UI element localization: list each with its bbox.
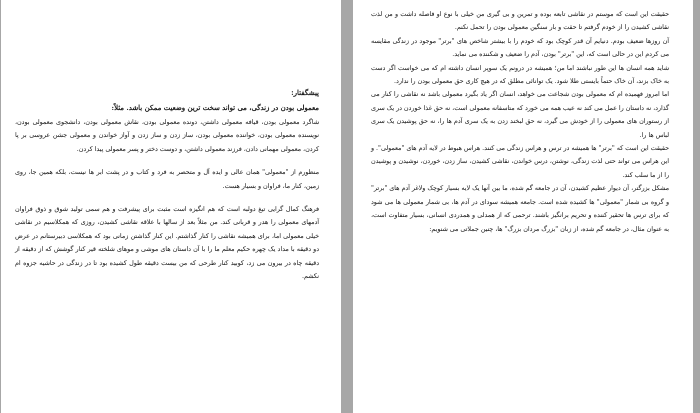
paragraph: حقیقت این است که "برتر" ها همیشه در ترس و هراس زندگی می کنند. هراس هبوط در لایه آدم های "معمولی". و این هراس می تواند حتی لذت زندگی، نوشتن، درس خواندن، نقاشی کشیدن، ساز زدن، خوردن، نوشیدن و پوشیدن را از ما سلب کند.	[371, 145, 669, 179]
left-page-body	[15, 116, 319, 283]
preface-heading: پیشگفتار:	[291, 88, 319, 97]
right-page	[353, 0, 693, 413]
paragraph: شاید همه انسان ها این طور نباشند اما من؛ همیشه در درونم یک سوپر انسان داشته ام که می خواست اگر دست به خاک بزند، آن خاک حتماً بایستی طلا شود. یک توانائی مطلق که در هیچ کاری حق معمولی بودن را ندارد.	[371, 64, 669, 86]
paragraph: مشکل بزرگتر، آن دیوار عظیم کشیدن، آن در جامعه گم شده، ما بین آنها یک لایه بسیار کوچک ولاغر آدم های "برتر" و گروه بی شمار "معمولی" ها کشیده شده است. جامعه همیشه سودای در آدم ها، بی شمار معمولی ها می شود که برای ترس ها تحقیر کننده و تحریم برانگیز باشند. ترحمی که از همدلی و همدردی انسانی، بسیار متفاوت است، به عنوان مثال، در جامعه گم شده، از زبان "بزرگ مردان بزرگ" ها، چنین جملاتی می شنویم:	[371, 185, 669, 233]
section-heading: معمولی بودن در زندگی، می تواند سخت ترین وضعیت ممکن باشد. مثلاً:	[111, 104, 319, 112]
paragraph: شاگرد معمولی بودن، قیافه معمولی داشتن، دونده معمولی بودن، نقاش معمولی بودن، دانشجوی معمولی بودن، نویسنده معمولی بودن، خواننده معمولی بودن، ساز زدن و ساز زدن و آواز خواندن و معمولی جشن عروسی بر پا کردن، معمولی مهمانی دادن، فرزند معمولی داشتن، و دوست دختر و پسر معمولی پیدا کردن.	[15, 119, 319, 153]
paragraph: فرهنگ کمال گرایی تیغ دولبه است که هم انگیزه است مثبت برای پیشرفت و هم سمی تولید شوق و ذوق فراوان آدمهای معمولی را هدر و قربانی کند. من مثلاً بعد از سالها با علاقه نقاشی کشیدن، روزی که همکلاسیم در نقاشی خیلی معمولی اما، برای همیشه نقاشی را کنار گذاشتم. این کنار گذاشتن زمانی بود که همکلاسی دبیرستانم در عرض دو دقیقه با مداد یک چهره حکیم معلم ما را با آن داستان های موشی و موهای شلخته قیر کنار گوشش که از دقیقه از دقیقه چاه در بیرون می زد، کوبید کنار طرحی که من بیست دقیقه طول کشیده بود تا در زندگی در حاشیه جزوه ام نکشم.	[15, 206, 319, 281]
paragraph: اما امروز فهمیده ام که معمولی بودن شجاعت می خواهد، انسان اگر یاد بگیرد معمولی باشد نه نقاشی را کنار می گذارد، نه داستان را عمل می کند نه عیب همه می خورد که متاسفانه معمولی است، نه حق غذا خوردن در یک سری از رستوران های معمولی را از خودش می گیرد، نه حق لبخند زدن به یک سری آدم ها را، نه حق پوشیدن یک سری لباس ها را.	[371, 91, 669, 139]
paragraph: آن روزها ضعیف بودم. دنیایم آن قدر کوچک بود که خودم را با بیشتر شاخص های "برتر" موجود در زندگی مقایسه می کردم این در حالی است که، این "برتر" بودن، آدم را ضعیف و شکننده می نماید.	[371, 37, 669, 59]
paragraph: حقیقت این است که موستم در نقاشی تابعه بوده و تمرین و بی گیری من خیلی با نوع او فاصله داشت و من لذت نقاشی کشیدن را از خودم گرفتم تا حقت و بار سنگین معمولی بودن را تحمل نکنم.	[371, 11, 669, 32]
paragraph: منظورم از "معمولی" همان عالی و ایده آل و متحصر به فرد و کتاب و در پشت ابر ها نیست، بلکه همین جا، روی زمین، کنار ما، فراوان و بسیار هست.	[15, 169, 319, 190]
left-page	[1, 0, 341, 413]
right-page-body	[371, 8, 669, 236]
